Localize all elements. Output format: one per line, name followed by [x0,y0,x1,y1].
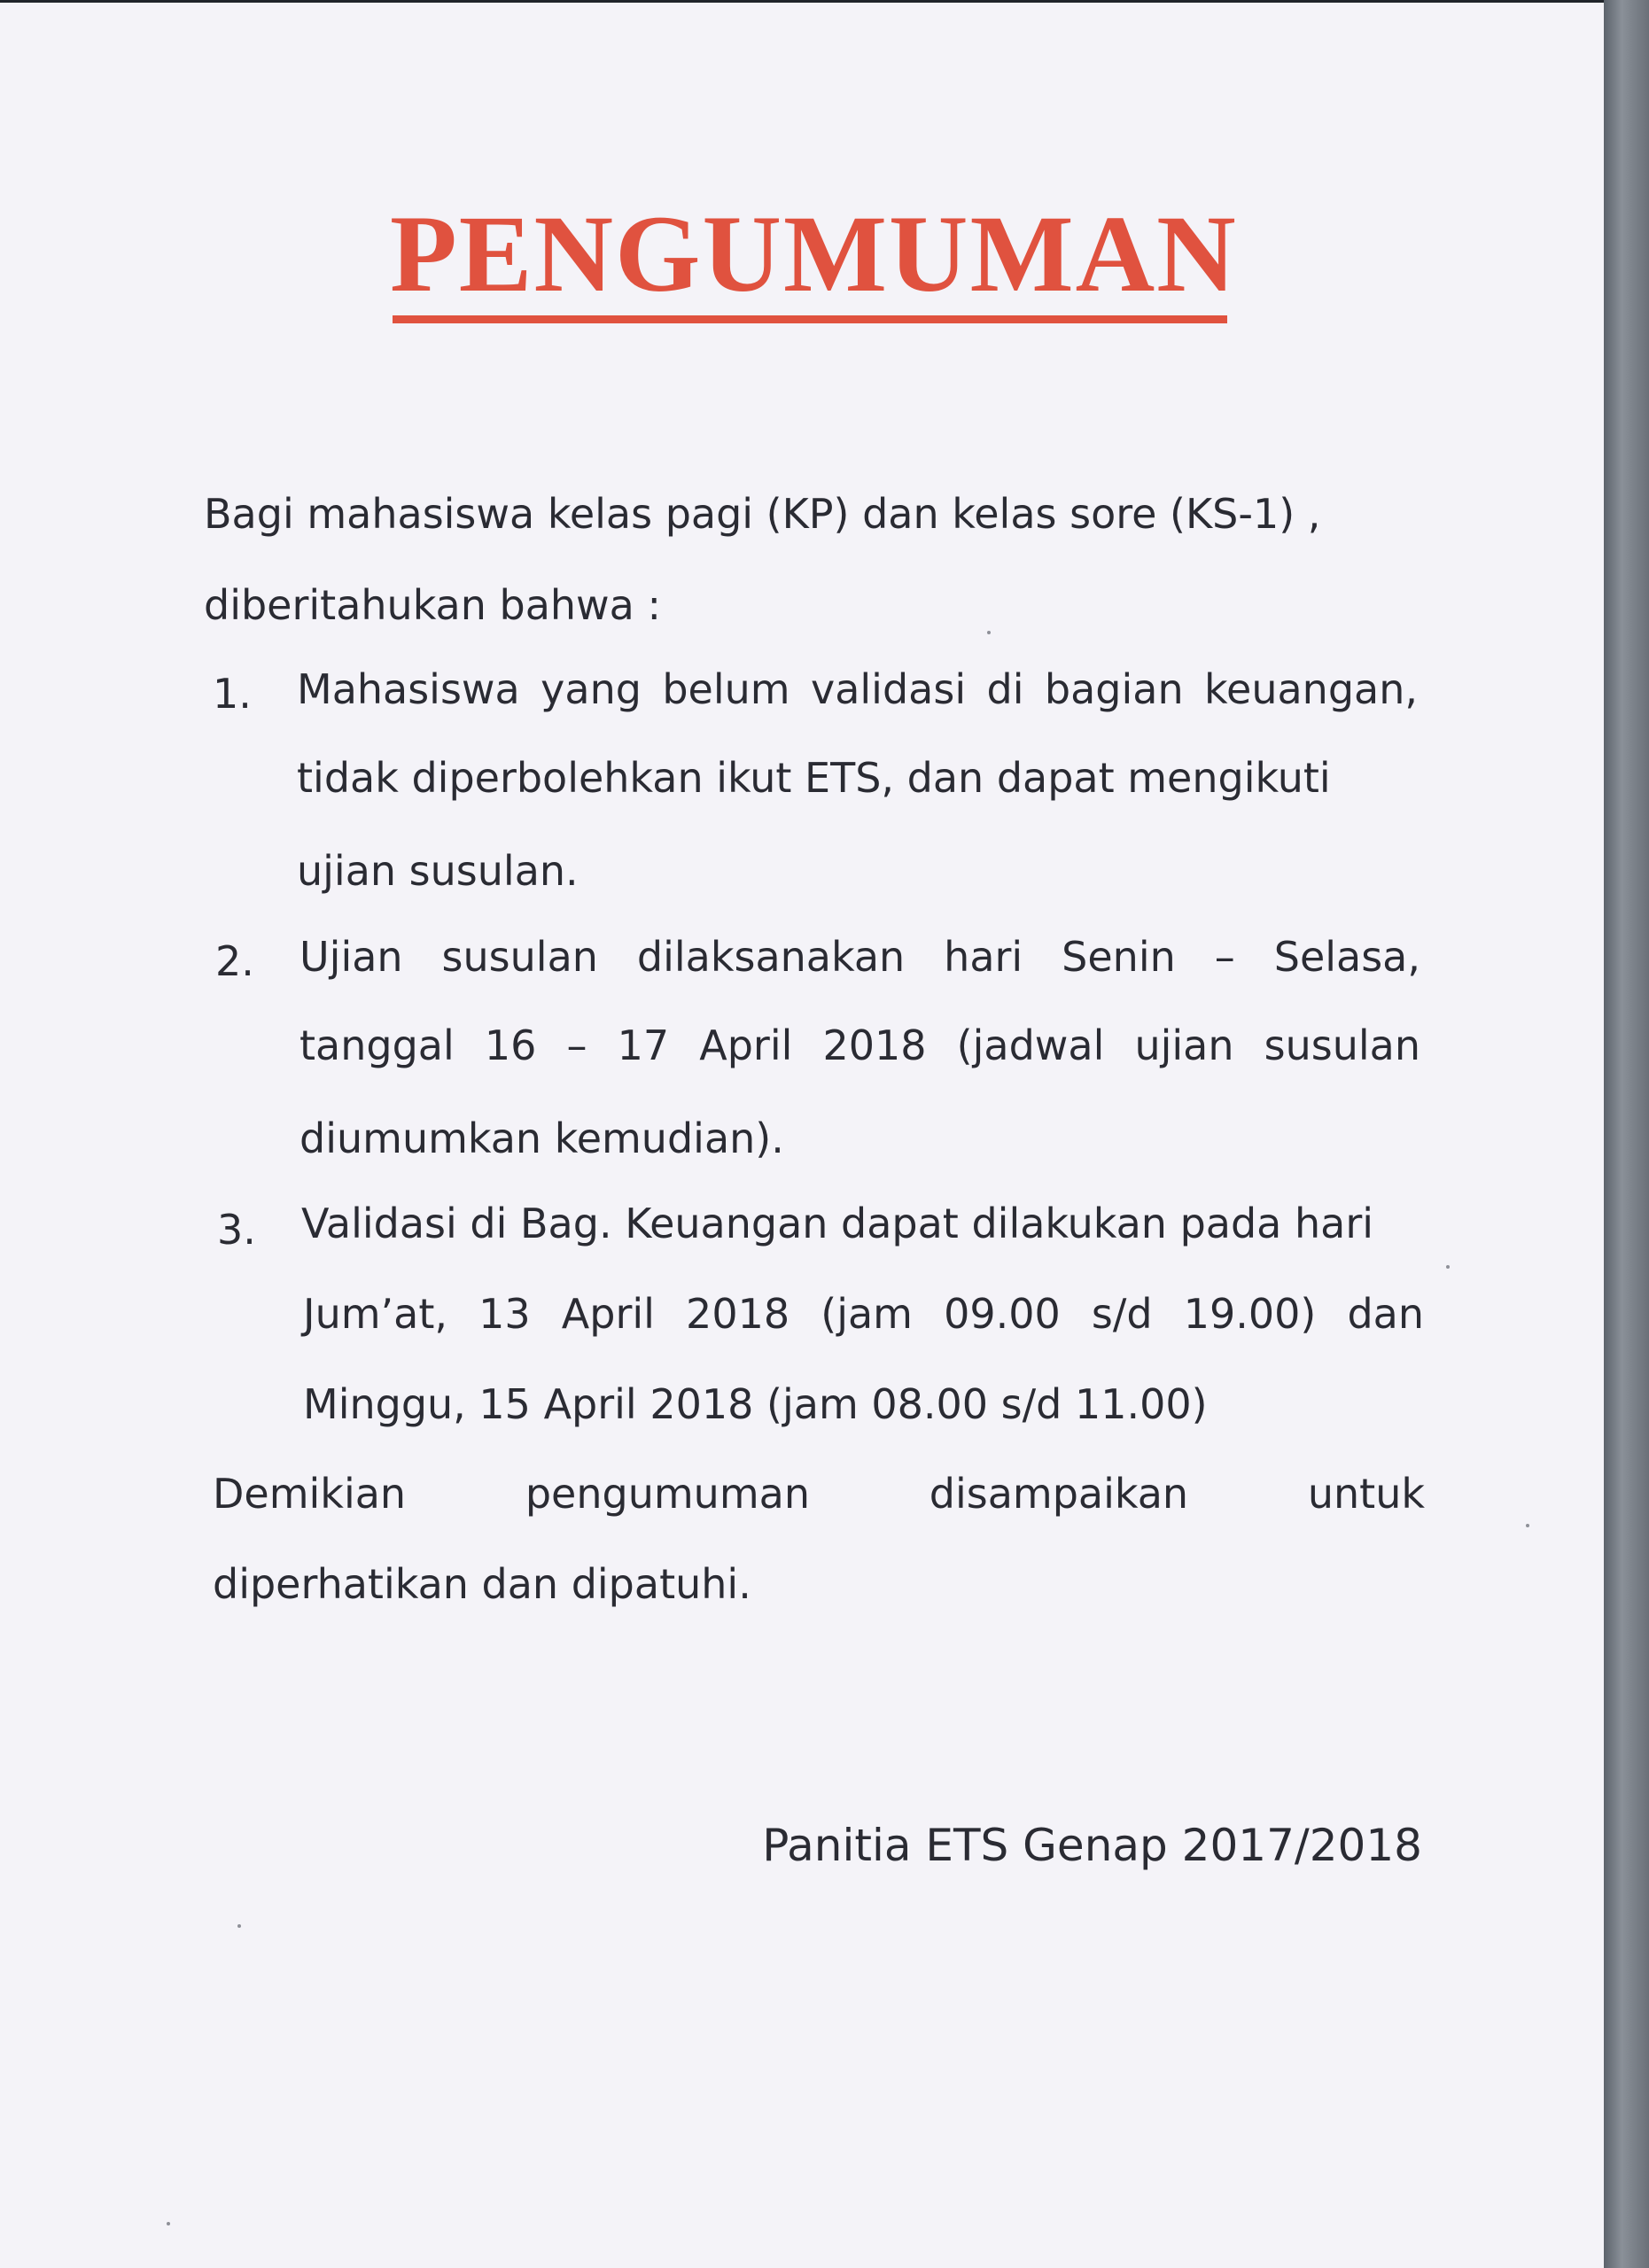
item-1-line-2: tidak diperbolehkan ikut ETS, dan dapat mengikuti [297,754,1331,802]
list-number-3: 3. [217,1206,256,1254]
scan-edge [1604,0,1649,2268]
list-number-1: 1. [213,670,252,718]
list-number-2: 2. [215,937,254,985]
announcement-title: PENGUMUMAN [390,193,1238,315]
closing-line-1: Demikian pengumuman disampaikan untuk [213,1470,1425,1518]
signature: Panitia ETS Genap 2017/2018 [762,1820,1422,1871]
item-2-line-1: Ujian susulan dilaksanakan hari Senin – Selasa, [299,933,1420,981]
item-3-line-1: Validasi di Bag. Keuangan dapat dilakukan pada hari [301,1200,1374,1247]
item-2-line-2: tanggal 16 – 17 April 2018 (jadwal ujian susulan [299,1021,1420,1069]
item-1-line-3: ujian susulan. [297,847,579,895]
scan-speck [167,2222,170,2225]
intro-line-2: diberitahukan bahwa : [204,581,661,629]
scan-speck [237,1924,241,1928]
item-3-line-3: Minggu, 15 April 2018 (jam 08.00 s/d 11.00) [303,1380,1208,1428]
title-underline [393,315,1227,323]
intro-line-1: Bagi mahasiswa kelas pagi (KP) dan kelas sore (KS-1) , [204,490,1321,538]
item-2-line-3: diumumkan kemudian). [299,1115,784,1162]
scan-speck [1446,1265,1450,1269]
item-1-line-1: Mahasiswa yang belum validasi di bagian keuangan, [297,665,1418,713]
closing-line-2: diperhatikan dan dipatuhi. [213,1560,751,1608]
item-3-line-2: Jum’at, 13 April 2018 (jam 09.00 s/d 19.00) dan [303,1290,1424,1338]
scan-speck [987,631,991,634]
scan-speck [1526,1524,1529,1527]
